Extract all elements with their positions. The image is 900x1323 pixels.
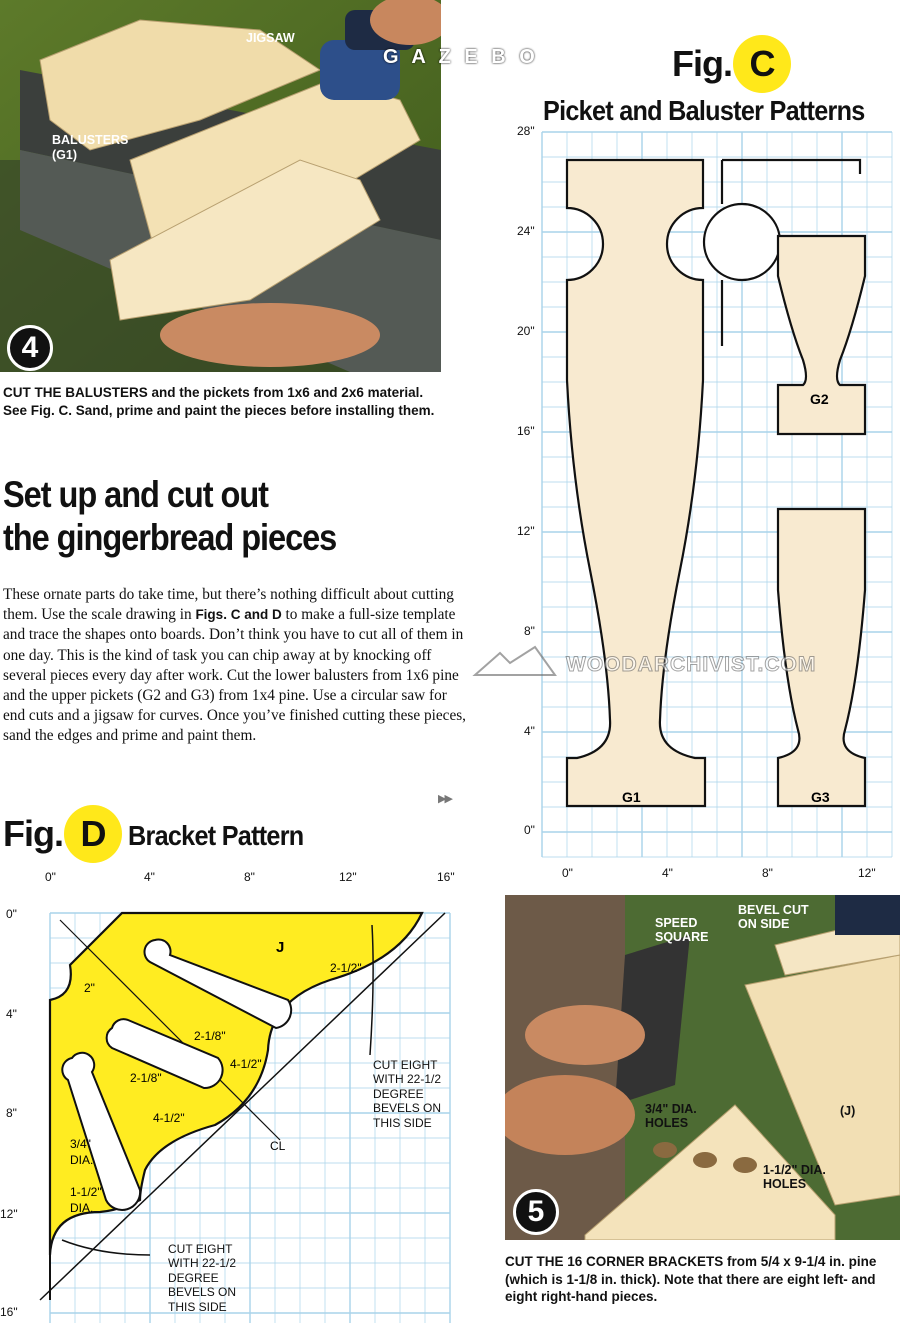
fig-c-y-tick: 0"	[524, 823, 535, 837]
dia-large-1: 1-1/2"	[70, 1185, 102, 1199]
continue-arrows: ▶▶	[438, 793, 451, 805]
dim-2: 2"	[84, 981, 95, 995]
step-number-badge: 5	[513, 1189, 559, 1235]
bevel-note-right-line: CUT EIGHT	[373, 1058, 438, 1072]
fig-d-x-tick: 12"	[339, 870, 357, 884]
jigsaw-label: JIGSAW	[246, 31, 295, 45]
dim-2-1-8-a: 2-1/8"	[194, 1029, 226, 1043]
fig-d-y-tick: 16"	[0, 1305, 18, 1319]
picket-circle	[704, 204, 780, 280]
body-part-1: These ornate parts do take time, but there’s nothing difficult about cutting them. Use the scale drawing in	[3, 586, 454, 624]
fig-c-letter-dot	[733, 35, 791, 93]
bevel-note-bottom-line: THIS SIDE	[168, 1299, 227, 1314]
fig-d-x-tick: 4"	[144, 870, 155, 884]
fig-c-y-tick: 16"	[517, 424, 535, 438]
body-figs-ref: Figs. C and D	[195, 607, 282, 623]
headline-line-2: the gingerbread pieces	[3, 516, 337, 558]
bevel-note-bottom	[168, 1242, 236, 1314]
dia-large-2: DIA.	[70, 1201, 94, 1215]
large-holes-label	[763, 1163, 826, 1192]
watermark-logo-icon	[470, 645, 560, 685]
dia-small-1: 3/4"	[70, 1137, 91, 1151]
fig-c-x-tick: 4"	[662, 866, 673, 880]
dim-2-1-8-b: 2-1/8"	[130, 1071, 162, 1085]
watermark	[470, 645, 816, 685]
centerline-label: CL	[270, 1139, 286, 1153]
headline-line-1: Set up and cut out	[3, 474, 268, 515]
bevel-cut-label	[738, 903, 809, 932]
photo-4-illustration	[0, 0, 441, 372]
bracket-j-shape	[50, 913, 422, 1255]
fig-c-y-tick: 4"	[524, 724, 535, 738]
fig-c-heading	[672, 35, 791, 93]
fig-c-y-tick: 8"	[524, 624, 535, 638]
dim-4-1-2-a: 4-1/2"	[230, 1057, 262, 1071]
photo-5-illustration	[505, 895, 900, 1240]
bevel-note-bottom-line: BEVELS ON	[168, 1285, 237, 1300]
bevel-note-right-line: DEGREE	[373, 1086, 424, 1101]
dia-small-2: DIA.	[70, 1153, 94, 1167]
balusters-g1-label: (G1)	[52, 148, 77, 162]
large-holes-label-1: 1-1/2" DIA.	[763, 1163, 826, 1177]
g2-label: G2	[810, 391, 829, 407]
fig-c-word: Fig.	[672, 43, 732, 84]
j-label: J	[276, 939, 285, 956]
article-body	[3, 585, 466, 747]
fig-c-title: Picket and Baluster Patterns	[543, 95, 865, 126]
bevel-note-right-line: BEVELS ON	[373, 1101, 442, 1116]
fig-d-y-tick: 12"	[0, 1207, 18, 1221]
dim-2-1-2: 2-1/2"	[330, 961, 362, 975]
bevel-cut-label-2: ON SIDE	[738, 917, 790, 932]
fig-d-heading	[3, 805, 122, 863]
fig-d-x-tick: 16"	[437, 870, 455, 884]
photo-cutting-balusters	[0, 0, 441, 372]
fig-d-title: Bracket Pattern	[128, 820, 304, 851]
large-holes-label-2: HOLES	[763, 1177, 807, 1192]
bevel-note-bottom-line: DEGREE	[168, 1270, 219, 1285]
bevel-cut-label-1: BEVEL CUT	[738, 903, 809, 917]
step-number-badge: 4	[7, 325, 53, 371]
balusters-label: BALUSTERS	[52, 133, 129, 147]
bevel-note-right-line: WITH 22-1/2	[373, 1072, 442, 1087]
speed-square-label-2: SQUARE	[655, 930, 709, 945]
fig-d-x-tick: 8"	[244, 870, 255, 884]
caption-5-lead: CUT THE 16 CORNER BRACKETS	[505, 1254, 724, 1269]
photo-corner-brackets	[505, 895, 900, 1240]
fig-d-y-tick: 0"	[6, 907, 17, 921]
bevel-note-right-line: THIS SIDE	[373, 1115, 432, 1130]
fig-c-letter: C	[749, 43, 775, 84]
fig-c-y-tick: 20"	[517, 324, 535, 338]
g1-label: G1	[622, 789, 641, 805]
small-holes-label-2: HOLES	[645, 1116, 689, 1131]
caption-5-text: from 5/4 x 9-1/4 in. pine (which is 1-1/8 in. thick). Note that there are eight left- and eight right-hand pieces.	[505, 1254, 877, 1305]
small-holes-label	[645, 1102, 697, 1131]
fig-c-x-tick: 12"	[858, 866, 876, 880]
small-holes-label-1: 3/4" DIA.	[645, 1102, 697, 1116]
caption-step-4	[3, 384, 443, 419]
speed-square-label	[655, 916, 708, 945]
fig-c-x-tick: 0"	[562, 866, 573, 880]
dim-4-1-2-b: 4-1/2"	[153, 1111, 185, 1125]
fig-c-x-tick: 8"	[762, 866, 773, 880]
caption-4-text: and the pickets from 1x6 and 2x6 material. See Fig. C. Sand, prime and paint the pieces before installing them.	[3, 385, 435, 418]
fig-c-y-tick: 12"	[517, 524, 535, 538]
bevel-note-right	[373, 1058, 441, 1130]
fig-d-word: Fig.	[3, 813, 63, 854]
watermark-text: WOODARCHIVIST.COM	[566, 653, 817, 676]
g3-label: G3	[811, 789, 830, 805]
fig-d-letter: D	[80, 813, 106, 854]
bevel-note-bottom-line: CUT EIGHT	[168, 1242, 233, 1256]
fig-c-drawing	[500, 120, 900, 885]
caption-step-5	[505, 1253, 897, 1306]
fig-d-letter-dot	[64, 805, 122, 863]
bevel-note-bottom-line: WITH 22-1/2	[168, 1256, 237, 1271]
caption-4-lead: CUT THE BALUSTERS	[3, 385, 148, 400]
body-part-2: to make a full-size template and trace the shapes onto boards. Don’t think you have to cut all of them in one day. This is the kind of task you can chip away at by knocking off several pieces every day after work. Cut the lower balusters from 1x6 pine and the upper pickets (G2 and G3) from 1x4 pine. Use a circular saw for end cuts and a jigsaw for curves. Once you’ve finished cutting these pieces, sand the edges and prime and paint them.	[3, 606, 467, 745]
speed-square-label-1: SPEED	[655, 916, 698, 930]
fig-c-y-tick: 24"	[517, 224, 535, 238]
fig-d-x-tick: 0"	[45, 870, 56, 884]
fig-d-y-tick: 4"	[6, 1007, 17, 1021]
bracket-j-photo-label: (J)	[840, 1104, 856, 1118]
section-tag: G A Z E B O	[383, 46, 539, 68]
fig-c-y-tick: 28"	[517, 124, 535, 138]
article-headline	[3, 474, 336, 559]
fig-d-y-tick: 8"	[6, 1106, 17, 1120]
